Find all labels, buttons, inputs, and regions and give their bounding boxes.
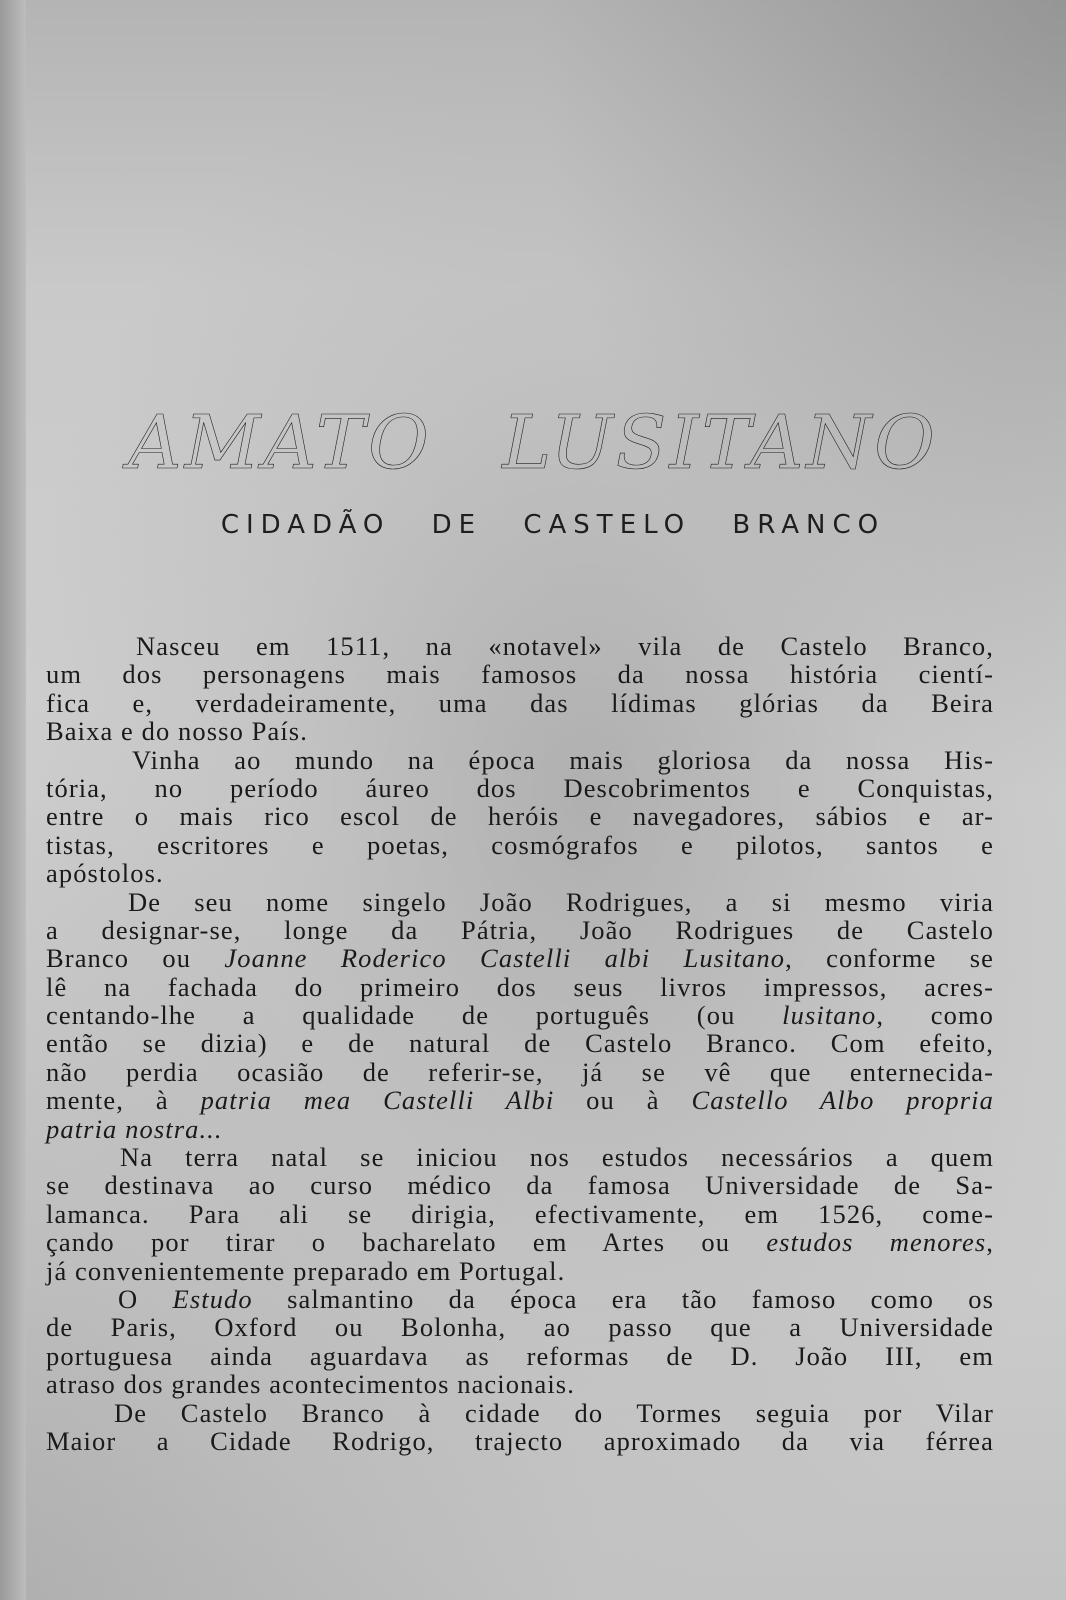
article-body [46, 632, 994, 1455]
text-line: entre o mais rico escol de heróis e navegadores, sábios e ar- [46, 801, 994, 832]
text-line: tistas, escritores e poetas, cosmógrafos e pilotos, santos e [46, 829, 994, 860]
text-line: portuguesa ainda aguardava as reformas de D. João III, em [46, 1340, 994, 1371]
text-line: de Paris, Oxford ou Bolonha, ao passo que a Universidade [46, 1312, 994, 1343]
paragraph [46, 1285, 994, 1399]
paragraph [46, 888, 994, 1144]
text-line: fica e, verdadeiramente, uma das lídimas glórias da Beira [46, 687, 994, 718]
text-line: se destinava ao curso médico da famosa Universidade de Sa- [46, 1170, 994, 1201]
text-line: centando-lhe a qualidade de português (ou lusitano, como [46, 1000, 995, 1031]
text-line: çando por tirar o bacharelato em Artes ou estudos menores, [46, 1227, 994, 1258]
text-line: apóstolos. [46, 858, 164, 889]
text-line: patria nostra... [46, 1113, 223, 1144]
text-line: atraso dos grandes acontecimentos nacionais. [46, 1369, 575, 1400]
show-through-text [80, 95, 1040, 436]
paragraph [46, 1143, 994, 1285]
text-line: O Estudo salmantino da época era tão famoso como os [118, 1283, 994, 1314]
text-line: lê na fachada do primeiro dos seus livros impressos, acres- [46, 971, 994, 1002]
text-line: De Castelo Branco à cidade do Tormes seguia por Vilar [114, 1397, 994, 1428]
page-title: AMATO LUSITANO [128, 400, 938, 486]
text-line: Na terra natal se iniciou nos estudos necessários a quem [120, 1142, 994, 1173]
text-line: Vinha ao mundo na época mais gloriosa da nossa His- [132, 744, 994, 775]
text-line: mente, à patria mea Castelli Albi ou à Castello Albo propria [46, 1085, 994, 1116]
paragraph [46, 632, 994, 746]
text-line: então se dizia) e de natural de Castelo Branco. Com efeito, [46, 1028, 994, 1059]
text-line: lamanca. Para ali se dirigia, efectivamente, em 1526, come- [46, 1198, 994, 1229]
text-line: já convenientemente preparado em Portugal. [46, 1255, 566, 1286]
paragraph [46, 746, 994, 888]
text-line: a designar-se, longe da Pátria, João Rodrigues de Castelo [46, 914, 994, 945]
paragraph [46, 1399, 994, 1456]
page-fold-shadow [0, 0, 26, 1600]
text-line: tória, no período áureo dos Descobrimentos e Conquistas, [46, 772, 994, 803]
text-line: Maior a Cidade Rodrigo, trajecto aproximado da via férrea [46, 1425, 994, 1456]
text-line: Branco ou Joanne Roderico Castelli albi Lusitano, conforme se [46, 943, 994, 974]
text-line: De seu nome singelo João Rodrigues, a si mesmo viria [128, 886, 994, 917]
page-subtitle: CIDADÃO DE CASTELO BRANCO [220, 510, 886, 540]
text-line: não perdia ocasião de referir-se, já se vê que enternecida- [46, 1056, 994, 1087]
text-line: um dos personagens mais famosos da nossa história cientí- [46, 659, 994, 690]
text-line: Baixa e do nosso País. [46, 716, 308, 747]
text-line: Nasceu em 1511, na «notavel» vila de Castelo Branco, [136, 631, 994, 661]
